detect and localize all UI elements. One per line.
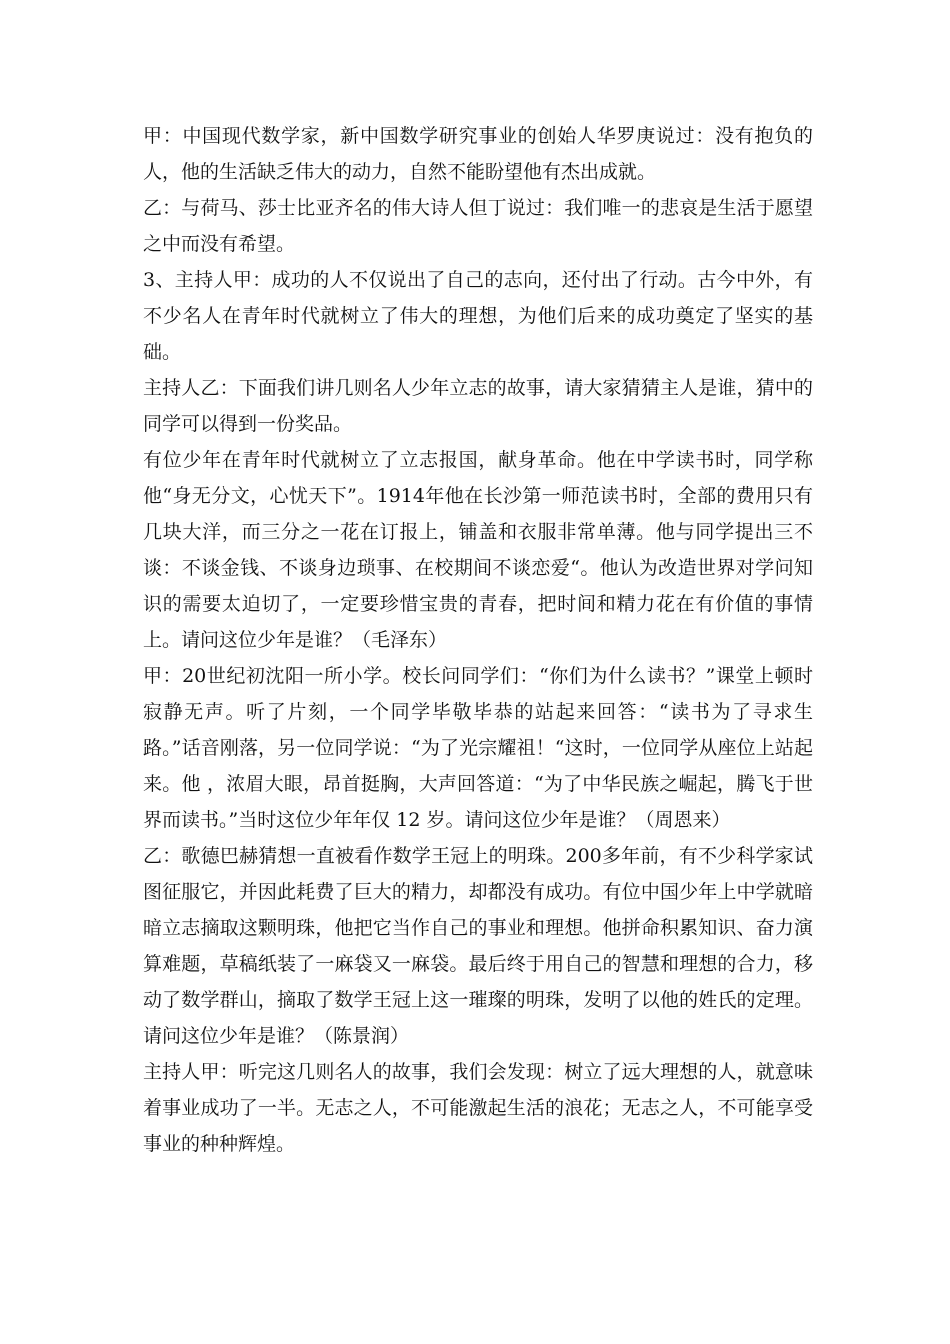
paragraph-story-mao-zedong: 有位少年在青年时代就树立了立志报国，献身革命。他在中学读书时，同学称他“身无分文，心忧天下”。1914年他在长沙第一师范读书时，全部的费用只有几块大洋，而三分之一花在订报上，铺盖和衣服非常单薄。他与同学提出三不谈：不谈金钱、不谈身边琐事、在校期间不谈恋爱“。他认为改造世界对学问知识的需要太迫切了，一定要珍惜宝贵的青春，把时间和精力花在有价值的事情上。请问这位少年是谁？（毛泽东） — [143, 449, 813, 651]
paragraph-host-b-intro: 主持人乙：下面我们讲几则名人少年立志的故事，请大家猜猜主人是谁，猜中的同学可以得到一份奖品。 — [143, 377, 813, 435]
document-body — [143, 118, 813, 1162]
paragraph-hua-luogeng-quote: 甲：中国现代数学家，新中国数学研究事业的创始人华罗庚说过：没有抱负的人，他的生活缺乏伟大的动力，自然不能盼望他有杰出成就。 — [143, 125, 813, 183]
paragraph-story-chen-jingrun: 乙：歌德巴赫猜想一直被看作数学王冠上的明珠。200多年前，有不少科学家试图征服它，并因此耗费了巨大的精力，却都没有成功。有位中国少年上中学就暗暗立志摘取这颗明珠，他把它当作自己的事业和理想。他拼命积累知识、奋力演算难题，草稿纸装了一麻袋又一麻袋。最后终于用自己的智慧和理想的合力，移动了数学群山，摘取了数学王冠上这一璀璨的明珠，发明了以他的姓氏的定理。请问这位少年是谁？（陈景润） — [143, 845, 813, 1047]
paragraph-host-a-intro: 3、主持人甲：成功的人不仅说出了自己的志向，还付出了行动。古今中外，有不少名人在青年时代就树立了伟大的理想，为他们后来的成功奠定了坚实的基础。 — [143, 269, 813, 363]
paragraph-dante-quote: 乙：与荷马、莎士比亚齐名的伟大诗人但丁说过：我们唯一的悲哀是生活于愿望之中而没有希望。 — [143, 197, 813, 255]
paragraph-story-zhou-enlai: 甲：20世纪初沈阳一所小学。校长问同学们：“你们为什么读书？”课堂上顿时寂静无声。听了片刻，一个同学毕敬毕恭的站起来回答：“读书为了寻求生路。”话音刚落，另一位同学说：“为了光宗耀祖！“这时，一位同学从座位上站起来。他 ，浓眉大眼，昂首挺胸，大声回答道：“为了中华民族之崛起，腾飞于世界而读书。”当时这位少年年仅 12 岁。请问这位少年是谁？（周恩来） — [143, 665, 813, 831]
paragraph-host-a-conclusion: 主持人甲：听完这几则名人的故事，我们会发现：树立了远大理想的人，就意味着事业成功了一半。无志之人，不可能激起生活的浪花；无志之人，不可能享受事业的种种辉煌。 — [143, 1061, 813, 1155]
